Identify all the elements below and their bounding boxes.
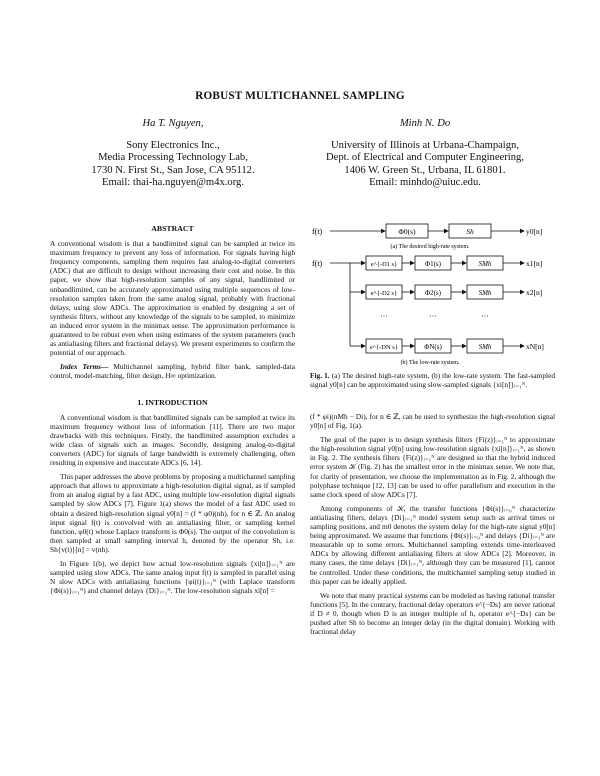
filter-label-2: Φ2(s): [424, 289, 442, 297]
abstract-heading: ABSTRACT: [151, 224, 194, 233]
index-terms-label: Index Terms—: [60, 362, 109, 372]
sampler-label-2: SMh: [478, 289, 492, 297]
caption-b: (b) The low-rate system.: [400, 360, 460, 366]
author-affiliation-line: Media Processing Technology Lab,: [98, 152, 248, 164]
paper-title: ROBUST MULTICHANNEL SAMPLING: [195, 90, 405, 102]
caption-a: (a) The desired high-rate system.: [390, 244, 470, 250]
intro-paragraph: This paper addresses the above problems by proposing a multichannel sampling approach that allows to approximate a high-resolution digital signal, as if sampled from an analog signal by a fast ADC, using multiple low-resolution digital signals sampled by slow ADCs [7]. Figure 1(a) shows the model of a fast ADC used to obtain a desired high-resolution signal y0[n] = (f * φ0)(nh), for n ∈ ℤ. An analog input signal f(t) is convolved with an antialiasing filter, or sampling kernel function, φ0(t) whose Laplace transform is Φ0(s). The output of the convolution is then sampled at small sampling interval h, denoted by the operator Sh, i.e. Sh{v(t)}[n] = v(nh).: [50, 472, 295, 554]
author-email: Email: minhdo@uiuc.edu.: [369, 177, 481, 189]
figure-caption-text: (a) The desired high-rate system, (b) the low-rate system. The fast-sampled signal y0[n] can be approximated using slow-sampled signals {xi[n]}ᵢ₌₁ᴺ.: [310, 371, 555, 390]
author-email: Email: thai-ha.nguyen@m4x.org.: [102, 177, 244, 189]
index-terms: [50, 362, 295, 380]
author-block-1: [48, 118, 298, 190]
intro-paragraph: A conventional wisdom is that bandlimited signals can be sampled at twice its maximum frequency without loss of information [11]. There are two major drawbacks with this techniques. Firstly, the bandlimited assumption excludes a wide class of signals such as images. Secondly, designing analog-to-digital converters (ADC) for signals of large bandwidth is extremely challenging, often resulting in expensive and inaccurate ADCs [6, 14].: [50, 412, 295, 468]
delay-label-1: e^{-D1 s}: [370, 261, 398, 268]
y0-output-label: y0[n]: [526, 227, 543, 236]
author-affiliation-line: 1406 W. Green St., Urbana, IL 61801.: [344, 164, 506, 176]
author-name: Ha T. Nguyen,: [142, 118, 204, 129]
author-name: Minh N. Do: [399, 118, 451, 129]
body-paragraph: (f * φi)(nMh − Di), for n ∈ ℤ, can be used to synthesize the high-resolution signal y0[n] of Fig. 1(a).: [310, 412, 555, 431]
sampler-label-1: SMh: [478, 260, 492, 268]
author-affiliation-line: 1730 N. First St., San Jose, CA 95112.: [91, 164, 255, 176]
intro-paragraph: In Figure 1(b), we depict how actual low-resolution signals {xi[n]}ᵢ₌₁ᴺ are sampled using slow ADCs. The same analog input f(t) is sampled in parallel using N slow ADCs with antialiasing functions {φi(t)}ᵢ₌₁ᴺ (with Laplace transform {Φi(s)}ᵢ₌₁ᴺ) and channel delays {Di}ᵢ₌₁ᴺ. The low-resolution signals xi[n] =: [50, 559, 295, 596]
filter-label-n: ΦN(s): [424, 343, 442, 351]
x1-output-label: x1[n]: [526, 259, 543, 268]
body-paragraph: Among components of 𝒦, the transfer functions {Φi(s)}ᵢ₌₀ᴺ characterize antialiasing filters, delays {Di}ᵢ₌₁ᴺ model system setup such as arrival times or sampling positions, and m0 denotes the system delay for the high-rate signal y0[n] being approximated. We assume that functions {Φi(s)}ᵢ₌₀ᴺ and delays {Di}ᵢ₌₁ᴺ are measurable up to some errors. Multichannel sampling extends time-interleaved ADCs by allowing different antialiasing filters at slow ADCs [2]. Moreover, in many cases, the time delays {Di}ᵢ₌₁ᴺ, although they can be measured [1], cannot be controlled. Under these conditions, the multichannel sampling setup studied in this paper can be ideally applied.: [310, 503, 555, 586]
delay-label-2: e^{-D2 s}: [370, 290, 398, 297]
figure-1-caption: [310, 371, 555, 389]
figure-caption-label: Fig. 1.: [310, 371, 330, 380]
phi0-label: Φ0(s): [398, 227, 416, 236]
intro-heading: 1. INTRODUCTION: [137, 397, 208, 407]
sampler-label-n: SMh: [478, 343, 492, 351]
author-affiliation-line: Dept. of Electrical and Computer Engineering,: [326, 152, 524, 164]
right-column: [310, 412, 555, 641]
index-terms-text: Multichannel sampling, hybrid filter bank, sampled-data control, model-matching, filter design, H∞ optimization.: [50, 362, 295, 381]
x2-output-label: x2[n]: [526, 288, 543, 297]
ellipsis-dots: ···: [481, 312, 489, 321]
abstract-text: A conventional wisdom is that a bandlimited signal can be sampled at twice its maximum frequency to prevent any loss of information. For signals having high frequency components, sampling them requires fast analog-to-digital converters (ADC) that are difficult to design without increasing their cost and noise. In this paper, we show that high-resolution samples of any signal, bandlimited or unbandlimited, can be accurately approximated using multiple sequences of low-resolution samples taken from the same analog signal, probably with fractional delays, using slow ADCs. The approximation is enabled by designing a set of synthesis filters, without any knowledge of the signals to be sampled, to minimize an induced error system in the minimax sense. The approximation performance is guaranteed to be robust even when using estimates of the system parameters (such as antialiasing filters and fractional delays). We present experiments to confirm the potential of our approach.: [50, 239, 295, 358]
figure-1-diagram: [310, 220, 560, 370]
input-label-a: f(t): [312, 227, 323, 236]
sh-label: Sh: [466, 227, 474, 236]
author-affiliation-line: University of Illinois at Urbana-Champaign,: [331, 139, 519, 151]
body-paragraph: The goal of the paper is to design synthesis filters {Fi(z)}ᵢ₌₁ᴺ to approximate the high-resolution signal y0[n] using low-resolution signals {xi[n]}ᵢ₌₁ᴺ, as shown in Fig. 2. The synthesis filters {Fi(z)}ᵢ₌₁ᴺ are designed so that the hybrid induced error system 𝒦 (Fig. 2) has the smallest error in the minimax sense. We note that, for clarity of presentation, we choose the implementation as in Fig. 2, although the polyphase technique [12, 13] can be used to offer parallelism and execution in the same clock speed of slow ADCs [7].: [310, 435, 555, 499]
left-column: [50, 222, 295, 600]
ellipsis-dots: ···: [429, 312, 437, 321]
ellipsis-dots: ···: [380, 312, 388, 321]
input-label-b: f(t): [312, 259, 323, 268]
author-block-2: [300, 118, 550, 190]
xn-output-label: xN[n]: [526, 342, 544, 351]
author-affiliation-line: Sony Electronics Inc.,: [126, 139, 220, 151]
body-paragraph: We note that many practical systems can be modeled as having rational transfer functions [5]. In the contrary, fractional delay operators e^{−Ds} are never rational if D ≠ 0, though when D is an integer multiple of h, operator e^{−Ds} can be pushed after Sh to become an integer delay (in the digital domain). Working with fractional delay: [310, 590, 555, 637]
figure-1: [310, 220, 560, 370]
filter-label-1: Φ1(s): [424, 260, 442, 268]
delay-label-n: e^{-DN s}: [370, 344, 398, 351]
